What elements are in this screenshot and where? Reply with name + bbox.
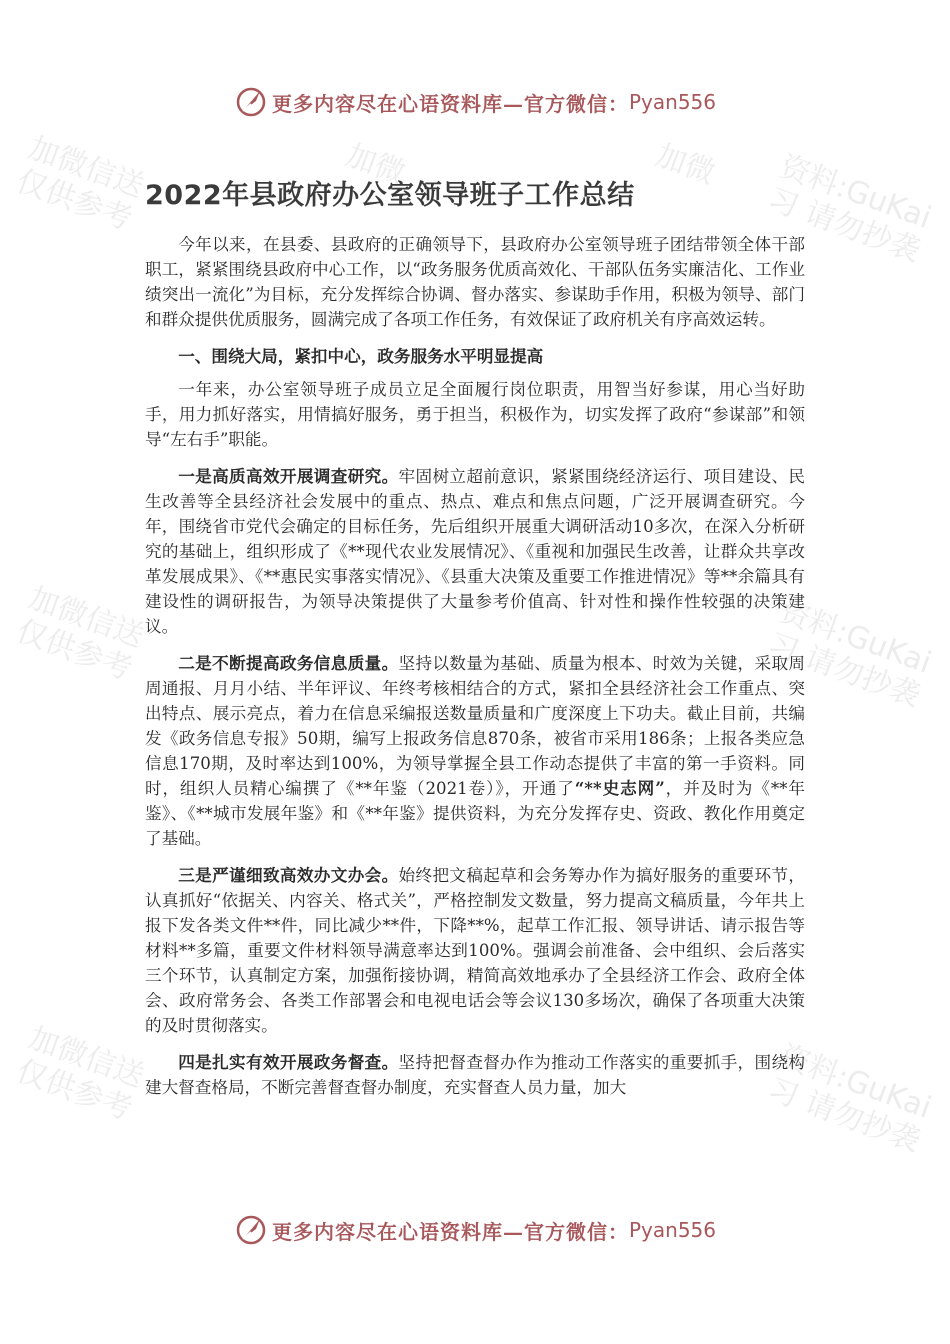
banner-text: 更多内容尽在心语资料库—官方微信： [271,1219,629,1244]
paragraph-body: ，并及时为《**年鉴》、《**城市发展年鉴》和《**年鉴》提供资料，为充分发挥存史、资政、教化作用奠定了基础。 [145,779,805,848]
watermark-right: 资料:GuKai 习 请勿抄袭 [763,1038,936,1159]
document-title: 2022年县政府办公室领导班子工作总结 [145,180,635,211]
quill-logo-icon [234,1213,268,1247]
intro-paragraph: 今年以来，在县委、县政府的正确领导下，县政府办公室领导班子团结带领全体干部职工，紧紧围绕县政府中心工作，以“政务服务优质高效化、干部队伍务实廉洁化、工作业绩突出一流化”为目标，充分发挥综合协调、督办落实、参谋助手作用，积极为领导、部门和群众提供优质服务，圆满完成了各项工作任务，有效保证了政府机关有序高效运转。 [145,235,805,329]
banner-handle: Pyan556 [628,90,716,114]
watermark-left: 加微信送 仅供参考 [11,580,149,687]
watermark-right: 资料:GuKai 习 请勿抄袭 [763,148,936,269]
paragraph-research [145,464,805,639]
paragraph-supervision [145,1050,805,1100]
banner-text: 更多内容尽在心语资料库—官方微信： [271,91,629,116]
header-banner [0,82,950,122]
section-heading: 一、围绕大局，紧扣中心，政务服务水平明显提高 [178,346,544,366]
paragraph-lead: 三是严谨细致高效办文办会。 [178,865,399,885]
watermark-mid: 加微 [341,137,410,192]
paragraph-body: 坚持以数量为基础、质量为根本、时效为关键，采取周周通报、月月小结、半年评议、年终考核相结合的方式，紧扣全县经济社会工作重点、突出特点、展示亮点，着力在信息采编报送数量质量和广度深度上下功夫。截止目前，共编发《政务信息专报》50期，编写上报政务信息870条，被省市采用186条；上报各类应急信息170期，及时率达到100%，为领导掌握全县工作动态提供了丰富的第一手资料。同时，组织人员精心编撰了《**年鉴（2021卷）》，开通了 [145,654,806,798]
document-body [145,232,805,1112]
quill-logo-icon [234,85,268,119]
paragraph-body: 始终把文稿起草和会务筹办作为搞好服务的重要环节，认真抓好“依据关、内容关、格式关”，严格控制发文数量，努力提高文稿质量，今年共上报下发各类文件**件，同比减少**件，下降**%，起草工作汇报、领导讲话、请示报告等材料**多篇，重要文件材料领导满意率达到100%。强调会前准备、会中组织、会后落实三个环节，认真制定方案，加强衔接协调，精简高效地承办了全县经济工作会、政府全体会、政府常务会、各类工作部署会和电视电话会等会议130多场次，确保了各项重大决策的及时贯彻落实。 [145,866,806,1035]
paragraph-body: 牢固树立超前意识，紧紧围绕经济运行、项目建设、民生改善等全县经济社会发展中的重点、热点、难点和焦点问题，广泛开展调查研究。今年，围绕省市党代会确定的目标任务，先后组织开展重大调研活动10多次，在深入分析研究的基础上，组织形成了《**现代农业发展情况》、《重视和加强民生改善，让群众共享改革发展成果》、《**惠民实事落实情况》、《县重大决策及重要工作推进情况》等**余篇具有建设性的调研报告，为领导决策提供了大量参考价值高、针对性和操作性较强的决策建议。 [145,467,806,636]
paragraph-bold-inline: “**史志网” [574,778,665,798]
paragraph-documents [145,863,805,1038]
paragraph-lead: 一是高质高效开展调查研究。 [178,466,399,486]
watermark-left: 加微信送 仅供参考 [11,130,149,237]
paragraph-lead: 二是不断提高政务信息质量。 [178,653,399,673]
paragraph-information [145,651,805,851]
footer-banner [0,1210,950,1250]
watermark-left: 加微信送 仅供参考 [11,1020,149,1127]
section-intro-paragraph: 一年来，办公室领导班子成员立足全面履行岗位职责，用智当好参谋，用心当好助手，用力抓好落实，用情搞好服务，勇于担当，积极作为，切实发挥了政府“参谋部”和领导“左右手”职能。 [145,380,805,449]
paragraph-body: 坚持把督查督办作为推动工作落实的重要抓手，围绕构建大督查格局，不断完善督查督办制度，充实督查人员力量，加大 [145,1053,806,1097]
banner-handle: Pyan556 [628,1218,716,1242]
paragraph-lead: 四是扎实有效开展政务督查。 [178,1052,399,1072]
watermark-mid: 加微 [651,137,720,192]
watermark-right: 资料:GuKai 习 请勿抄袭 [763,593,936,714]
